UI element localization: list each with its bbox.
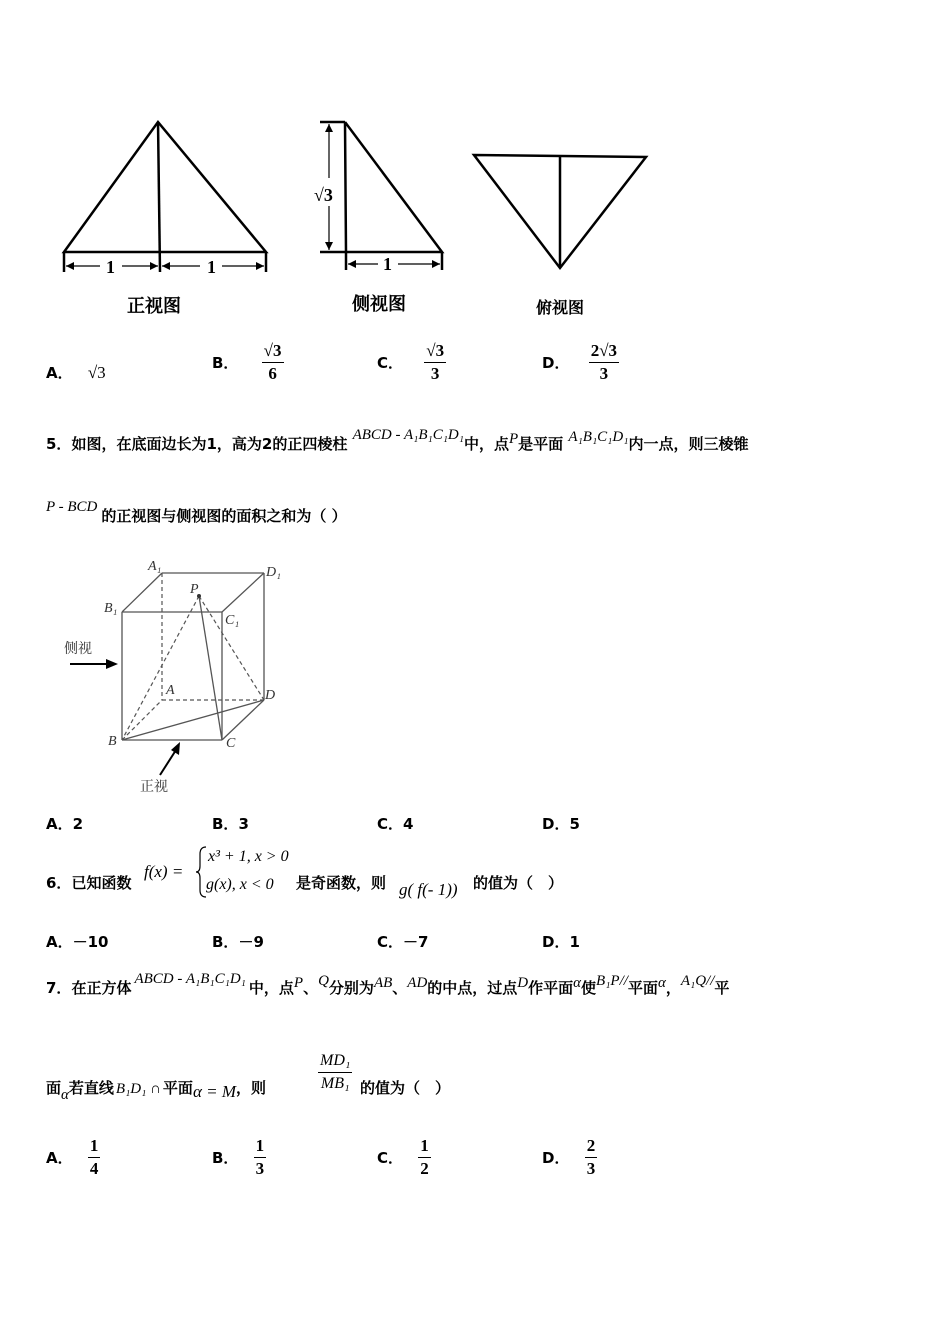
q4-option-c[interactable] <box>377 340 446 385</box>
fraction-numerator: 2√3 <box>589 340 619 363</box>
side-dim-width: 1 <box>383 254 392 274</box>
fraction-denominator: 4 <box>89 1159 99 1178</box>
q6-option-d[interactable] <box>542 931 580 952</box>
fraction-denominator: 3 <box>586 1159 596 1178</box>
q7-text: 、 <box>303 979 319 997</box>
q5-line1 <box>46 427 749 454</box>
fraction-denominator: 3 <box>599 364 609 383</box>
option-label: B． <box>212 933 239 951</box>
q5-math-p: P <box>509 431 519 447</box>
q7-text: 平面 <box>162 1079 193 1097</box>
q5-line2 <box>46 499 347 526</box>
q7-text: 分别为 <box>328 979 374 997</box>
q7-math: AB <box>373 975 393 991</box>
q5-option-b[interactable] <box>212 813 249 834</box>
q7-text: 的中点，过点 <box>427 979 518 997</box>
q7-math: α = M <box>192 1082 236 1101</box>
q5-text: 如图，在底面边长为1，高为2的正四棱柱 <box>71 435 348 453</box>
q5-math-prism: ABCD - A₁B₁C₁D₁ <box>352 427 464 443</box>
side-view-caption: 侧视图 <box>352 294 406 315</box>
front-view-caption: 正视图 <box>127 296 181 317</box>
option-label: A． <box>46 815 73 833</box>
front-view-label: 正视 <box>140 780 168 795</box>
fraction-denominator: 2 <box>420 1159 429 1178</box>
label-p: P <box>190 582 199 597</box>
q6-case1: x³ + 1, x > 0 <box>208 848 289 865</box>
option-label: C． <box>377 933 404 951</box>
option-value: 4 <box>403 815 414 833</box>
question-number: 5． <box>46 435 72 453</box>
q5-option-c[interactable] <box>377 813 413 834</box>
q7-math-cube: ABCD - A₁B₁C₁D₁ <box>134 971 246 987</box>
fraction-denominator: MB₁ <box>320 1075 350 1092</box>
fraction-numerator: 1 <box>88 1135 101 1158</box>
fraction-denominator: 3 <box>430 364 440 383</box>
label-d1: D₁ <box>266 565 281 580</box>
option-fraction <box>88 1135 101 1180</box>
q4-option-a[interactable] <box>46 362 106 383</box>
fraction-numerator: √3 <box>424 340 446 363</box>
option-value: －10 <box>72 933 109 951</box>
option-label: C． <box>377 354 404 372</box>
option-label: B． <box>212 354 239 372</box>
label-b: B <box>108 734 117 749</box>
option-label: D． <box>542 1149 570 1167</box>
q7-line2 <box>46 1077 267 1103</box>
option-label: D． <box>542 933 570 951</box>
label-c1: C₁ <box>225 613 240 628</box>
option-label: A． <box>46 1149 73 1167</box>
q6-text: 已知函数 <box>71 874 132 892</box>
q6-option-a[interactable] <box>46 931 108 952</box>
q7-text: 使 <box>581 979 597 997</box>
q5-text: 是平面 <box>518 435 564 453</box>
side-view-label: 侧视 <box>64 642 92 657</box>
front-view-drawing <box>64 122 266 272</box>
label-d: D <box>265 688 276 703</box>
option-value: 3 <box>238 815 249 833</box>
q7-math: Q <box>318 973 329 989</box>
option-fraction <box>418 1135 431 1180</box>
option-fraction <box>254 1135 267 1180</box>
option-label: D． <box>542 815 570 833</box>
option-fraction <box>585 1135 598 1180</box>
option-value: 2 <box>72 815 84 833</box>
fraction-denominator: 3 <box>255 1159 265 1178</box>
q5-text: 中，点 <box>463 435 509 453</box>
q7-math: α <box>573 975 582 991</box>
q7-math: A₁Q// <box>680 973 715 989</box>
option-label: A． <box>46 364 73 382</box>
option-label: A． <box>46 933 73 951</box>
q7-text: 作平面 <box>528 979 574 997</box>
side-view-arrows <box>325 124 440 268</box>
q6-text-odd: 是奇函数，则 <box>296 874 387 892</box>
fraction-numerator: 1 <box>254 1135 267 1158</box>
label-a: A <box>166 683 175 698</box>
q7-option-b[interactable] <box>212 1135 266 1180</box>
q7-math: B₁P// <box>596 973 628 989</box>
q5-text: 内一点，则三棱锥 <box>628 435 749 453</box>
q7-text-value: 的值为（ ） <box>360 1079 451 1097</box>
option-value: 1 <box>569 933 580 951</box>
fraction-numerator: 1 <box>418 1135 431 1158</box>
q7-math: α <box>61 1087 69 1103</box>
label-b1: B₁ <box>104 601 118 616</box>
q7-text: 若直线 <box>68 1079 114 1097</box>
q6-line <box>46 872 131 893</box>
q5-option-d[interactable] <box>542 813 580 834</box>
q5-math-pyramid: P - BCD <box>46 499 98 515</box>
option-fraction <box>262 340 284 385</box>
q7-math: AD <box>407 975 428 991</box>
option-value: 5 <box>569 815 580 833</box>
q7-ratio-fraction <box>318 1050 352 1095</box>
fraction-numerator: √3 <box>262 340 284 363</box>
front-dim-left: 1 <box>106 257 115 277</box>
side-dim-height: √3 <box>314 185 333 205</box>
q5-math-plane: A₁B₁C₁D₁ <box>568 429 629 445</box>
q6-case2: g(x), x < 0 <box>206 876 274 893</box>
option-value: －7 <box>403 933 429 951</box>
q7-text: ，则 <box>236 1079 267 1097</box>
q6-option-b[interactable] <box>212 931 264 952</box>
front-dim-right: 1 <box>207 257 216 277</box>
q4-option-b[interactable] <box>212 340 284 385</box>
q7-math: α <box>657 975 666 991</box>
q7-text: 、 <box>392 979 408 997</box>
q7-text: 面 <box>46 1079 62 1097</box>
question-number: 7． <box>46 979 72 997</box>
option-label: D． <box>542 354 570 372</box>
q5-option-a[interactable] <box>46 813 83 834</box>
side-view-drawing <box>320 122 442 270</box>
q6-text-value: 的值为（ ） <box>473 874 564 892</box>
top-view-caption: 俯视图 <box>536 298 585 317</box>
q5-prism-figure <box>50 555 290 800</box>
q7-text: 中，点 <box>248 979 294 997</box>
q6-math-f: f(x) = <box>144 862 184 881</box>
q7-text: ， <box>665 979 681 997</box>
q7-line1 <box>46 971 730 998</box>
q6-option-c[interactable] <box>377 931 428 952</box>
q7-math: P <box>293 975 304 991</box>
label-a1: A₁ <box>148 559 162 574</box>
three-view-figure <box>0 100 700 330</box>
q7-option-c[interactable] <box>377 1135 431 1180</box>
q7-text: 在正方体 <box>71 979 132 997</box>
q5-text: 的正视图与侧视图的面积之和为（ ） <box>101 507 347 525</box>
label-c: C <box>226 736 236 751</box>
q7-text: 平面 <box>627 979 658 997</box>
top-view-drawing <box>474 155 646 268</box>
q6-math-g: g( f(- 1)) <box>399 880 458 899</box>
option-label: B． <box>212 815 239 833</box>
fraction-numerator: MD₁ <box>318 1050 352 1073</box>
question-number: 6． <box>46 874 72 892</box>
option-fraction <box>424 340 446 385</box>
q7-text: 平 <box>714 979 730 997</box>
option-value: √3 <box>87 363 106 382</box>
option-label: C． <box>377 815 404 833</box>
option-label: B． <box>212 1149 239 1167</box>
option-fraction <box>589 340 619 385</box>
q7-math: D <box>517 975 529 991</box>
q7-math: B₁D₁ ∩ <box>115 1081 161 1097</box>
option-label: C． <box>377 1149 404 1167</box>
option-value: －9 <box>238 933 264 951</box>
fraction-numerator: 2 <box>585 1135 598 1158</box>
q7-option-d[interactable] <box>542 1135 597 1180</box>
q7-option-a[interactable] <box>46 1135 100 1180</box>
fraction-denominator: 6 <box>268 364 277 383</box>
q4-option-d[interactable] <box>542 340 619 385</box>
